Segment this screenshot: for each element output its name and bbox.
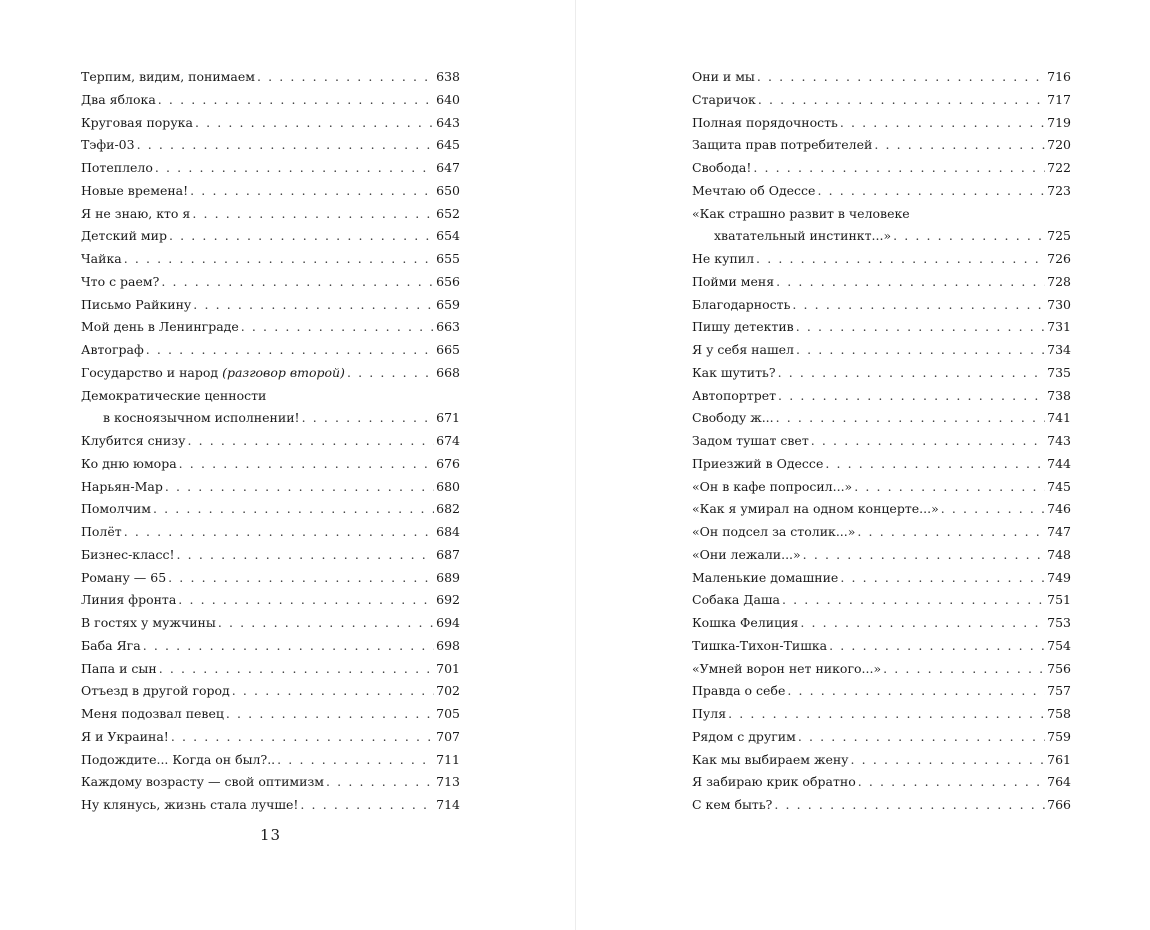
toc-entry-title: Я и Украина! bbox=[81, 728, 169, 744]
toc-entry-page-number: 647 bbox=[436, 160, 460, 175]
toc-entry-page-number: 645 bbox=[436, 137, 460, 153]
toc-entry-page-number: 714 bbox=[436, 797, 460, 812]
toc-entry-title: Нарьян-Мар bbox=[81, 478, 163, 494]
dot-leader bbox=[165, 476, 434, 499]
toc-entry-page-number: 743 bbox=[1047, 433, 1071, 448]
toc-entry-title: Пишу детектив bbox=[692, 319, 794, 335]
dot-leader bbox=[798, 726, 1045, 749]
toc-entry-title: Демократические ценности bbox=[81, 387, 267, 403]
toc-entry-page-number: 719 bbox=[1047, 114, 1071, 130]
toc-entry bbox=[692, 726, 1071, 749]
toc-entry bbox=[81, 476, 460, 499]
toc-entry-page-number: 711 bbox=[436, 751, 460, 767]
toc-entry bbox=[692, 271, 1071, 294]
dot-leader bbox=[277, 749, 434, 772]
toc-entry-title: Не купил bbox=[692, 251, 755, 266]
toc-entry bbox=[81, 794, 460, 817]
toc-entry bbox=[81, 271, 460, 294]
toc-entry bbox=[692, 521, 1071, 544]
dot-leader bbox=[758, 89, 1045, 112]
dot-leader bbox=[177, 544, 435, 567]
dot-leader bbox=[792, 294, 1045, 317]
toc-entry bbox=[692, 771, 1071, 794]
toc-entry bbox=[692, 430, 1071, 453]
dot-leader bbox=[825, 453, 1045, 476]
dot-leader bbox=[796, 339, 1045, 362]
toc-entry-title: С кем быть? bbox=[692, 797, 773, 812]
toc-entry-title: Автограф bbox=[81, 342, 144, 357]
toc-entry-title: Я у себя нашел bbox=[692, 342, 794, 357]
toc-entry-subtitle: (разговор второй) bbox=[222, 364, 345, 380]
dot-leader bbox=[776, 271, 1045, 294]
dot-leader bbox=[124, 248, 434, 271]
toc-entry bbox=[692, 385, 1071, 408]
toc-entry bbox=[692, 203, 1071, 249]
toc-entry-title: Чайка bbox=[81, 251, 122, 266]
dot-leader bbox=[796, 316, 1045, 339]
toc-entry bbox=[692, 339, 1071, 362]
dot-leader bbox=[193, 294, 434, 317]
toc-entry-page-number: 723 bbox=[1047, 182, 1071, 198]
dot-leader bbox=[169, 225, 434, 248]
toc-entry-title: Они и мы bbox=[692, 69, 755, 84]
toc-entry-title: Терпим, видим, понимаем bbox=[81, 69, 255, 84]
toc-entry-page-number: 766 bbox=[1047, 797, 1071, 812]
dot-leader bbox=[192, 203, 434, 226]
dot-leader bbox=[124, 521, 434, 544]
dot-leader bbox=[195, 112, 434, 135]
toc-entry bbox=[81, 498, 460, 521]
toc-entry bbox=[692, 112, 1071, 135]
toc-entry-page-number: 761 bbox=[1047, 751, 1071, 767]
dot-leader bbox=[300, 794, 434, 817]
toc-entry-page-number: 671 bbox=[436, 410, 460, 426]
dot-leader bbox=[241, 316, 434, 339]
dot-leader bbox=[753, 157, 1045, 180]
toc-entry-title: Кошка Фелиция bbox=[692, 615, 799, 630]
toc-entry-title: Свободу ж... bbox=[692, 410, 774, 426]
dot-leader bbox=[218, 612, 434, 635]
toc-entry bbox=[81, 294, 460, 317]
toc-entry bbox=[692, 476, 1071, 499]
toc-entry-page-number: 758 bbox=[1047, 706, 1071, 721]
toc-entry-page-number: 728 bbox=[1047, 273, 1071, 289]
toc-entry bbox=[692, 589, 1071, 612]
toc-entry-page-number: 674 bbox=[436, 433, 460, 448]
toc-entry bbox=[692, 316, 1071, 339]
toc-entry bbox=[81, 749, 460, 772]
toc-entry-title: Тэфи-03 bbox=[81, 137, 135, 153]
toc-entry-page-number: 638 bbox=[436, 69, 460, 84]
dot-leader bbox=[840, 567, 1045, 590]
dot-leader bbox=[190, 180, 434, 203]
toc-entry bbox=[81, 430, 460, 453]
toc-entry-page-number: 684 bbox=[436, 524, 460, 539]
toc-entry-title: Тишка-Тихон-Тишка bbox=[692, 637, 828, 653]
toc-entry-page-number: 725 bbox=[1047, 228, 1071, 244]
toc-entry bbox=[81, 635, 460, 658]
toc-entry-title: Новые времена! bbox=[81, 182, 189, 198]
toc-entry-page-number: 689 bbox=[436, 569, 460, 585]
dot-leader bbox=[302, 407, 435, 430]
toc-entry-title: Маленькие домашние bbox=[692, 569, 839, 585]
toc-entry bbox=[81, 157, 460, 180]
dot-leader bbox=[857, 521, 1045, 544]
toc-entry-page-number: 751 bbox=[1047, 592, 1071, 608]
toc-entry-title: Автопортрет bbox=[692, 387, 777, 403]
toc-entry-title: «Они лежали...» bbox=[692, 546, 801, 562]
toc-entry-page-number: 687 bbox=[436, 546, 460, 562]
dot-leader bbox=[774, 794, 1045, 817]
toc-entry bbox=[81, 703, 460, 726]
toc-entry-page-number: 650 bbox=[436, 182, 460, 198]
dot-leader bbox=[143, 635, 434, 658]
toc-entry-title: Пойми меня bbox=[692, 273, 775, 289]
toc-entry-title: Как шутить? bbox=[692, 364, 776, 380]
toc-entry bbox=[692, 362, 1071, 385]
toc-entry-page-number: 738 bbox=[1047, 387, 1071, 403]
toc-entry bbox=[81, 134, 460, 157]
toc-entry bbox=[692, 544, 1071, 567]
left-page bbox=[81, 66, 460, 817]
dot-leader bbox=[155, 157, 434, 180]
toc-entry-page-number: 764 bbox=[1047, 774, 1071, 790]
dot-leader bbox=[178, 589, 434, 612]
toc-entry-page-number: 655 bbox=[436, 251, 460, 266]
dot-leader bbox=[858, 771, 1045, 794]
toc-entry bbox=[81, 248, 460, 271]
toc-entry-title: Мечтаю об Одессе bbox=[692, 182, 816, 198]
toc-entry bbox=[692, 567, 1071, 590]
toc-entry-title: Роману — 65 bbox=[81, 569, 167, 585]
toc-entry bbox=[692, 89, 1071, 112]
toc-entry-page-number: 734 bbox=[1047, 342, 1071, 357]
dot-leader bbox=[168, 567, 434, 590]
toc-entry-page-number: 716 bbox=[1047, 69, 1071, 84]
toc-entry bbox=[81, 567, 460, 590]
dot-leader bbox=[161, 271, 434, 294]
toc-entry bbox=[81, 521, 460, 544]
toc-entry-title: В гостях у мужчины bbox=[81, 615, 216, 630]
toc-entry-page-number: 701 bbox=[436, 660, 460, 676]
dot-leader bbox=[893, 225, 1045, 248]
dot-leader bbox=[782, 589, 1045, 612]
toc-entry bbox=[81, 66, 460, 89]
toc-entry-page-number: 656 bbox=[436, 273, 460, 289]
dot-leader bbox=[941, 498, 1045, 521]
toc-entry-page-number: 682 bbox=[436, 501, 460, 517]
toc-entry bbox=[692, 749, 1071, 772]
toc-entry-page-number: 717 bbox=[1047, 91, 1071, 107]
dot-leader bbox=[232, 680, 434, 703]
toc-entry bbox=[692, 658, 1071, 681]
toc-entry-page-number: 698 bbox=[436, 637, 460, 653]
toc-entry-page-number: 753 bbox=[1047, 615, 1071, 630]
toc-entry-page-number: 731 bbox=[1047, 319, 1071, 335]
toc-entry-title: «Как я умирал на одном концерте...» bbox=[692, 501, 939, 517]
toc-entry-title: Линия фронта bbox=[81, 592, 177, 608]
toc-entry-page-number: 707 bbox=[436, 728, 460, 744]
toc-entry-title: Старичок bbox=[692, 91, 756, 107]
toc-entry-title: Каждому возрасту — свой оптимизм bbox=[81, 774, 325, 790]
toc-entry-page-number: 744 bbox=[1047, 455, 1071, 471]
toc-entry-title: Задом тушат свет bbox=[692, 433, 809, 448]
toc-entry-page-number: 757 bbox=[1047, 683, 1071, 699]
dot-leader bbox=[326, 771, 434, 794]
toc-entry-page-number: 665 bbox=[436, 342, 460, 357]
toc-entry-title: Защита прав потребителей bbox=[692, 137, 873, 153]
toc-entry-title: Клубится снизу bbox=[81, 433, 186, 448]
dot-leader bbox=[153, 498, 434, 521]
toc-entry-title-continued: в косноязычном исполнении! bbox=[103, 410, 300, 426]
toc-entry-page-number: 720 bbox=[1047, 137, 1071, 153]
dot-leader bbox=[811, 430, 1045, 453]
toc-entry-title: Мой день в Ленинграде bbox=[81, 319, 239, 335]
toc-entry-title: Детский мир bbox=[81, 228, 167, 244]
toc-entry-page-number: 640 bbox=[436, 91, 460, 107]
page-gutter bbox=[575, 0, 576, 930]
toc-entry bbox=[81, 771, 460, 794]
dot-leader bbox=[874, 134, 1045, 157]
dot-leader bbox=[778, 362, 1046, 385]
toc-entry-title: Бизнес-класс! bbox=[81, 546, 175, 562]
toc-entry-page-number: 713 bbox=[436, 774, 460, 790]
toc-entry bbox=[692, 794, 1071, 817]
toc-entry-page-number: 747 bbox=[1047, 524, 1071, 539]
toc-entry bbox=[692, 248, 1071, 271]
toc-entry-title: Пуля bbox=[692, 706, 727, 721]
toc-entry bbox=[81, 316, 460, 339]
toc-entry-page-number: 680 bbox=[436, 478, 460, 494]
dot-leader bbox=[803, 544, 1045, 567]
toc-entry bbox=[692, 453, 1071, 476]
toc-entry bbox=[81, 225, 460, 248]
dot-leader bbox=[817, 180, 1045, 203]
toc-entry-page-number: 705 bbox=[436, 706, 460, 721]
toc-entry-page-number: 748 bbox=[1047, 546, 1071, 562]
toc-entry-title: Полная порядочность bbox=[692, 114, 838, 130]
toc-entry-page-number: 741 bbox=[1047, 410, 1071, 426]
toc-entry bbox=[81, 589, 460, 612]
toc-entry-title: Я забираю крик обратно bbox=[692, 774, 856, 790]
toc-entry bbox=[81, 385, 460, 431]
dot-leader bbox=[756, 248, 1045, 271]
toc-entry-title: Папа и сын bbox=[81, 660, 157, 676]
toc-entry bbox=[692, 66, 1071, 89]
toc-entry-page-number: 652 bbox=[436, 205, 460, 221]
right-page bbox=[692, 66, 1071, 817]
toc-entry-title: Полёт bbox=[81, 524, 122, 539]
toc-entry-title: Я не знаю, кто я bbox=[81, 205, 191, 221]
toc-entry-title: Меня подозвал певец bbox=[81, 706, 224, 721]
toc-entry bbox=[81, 203, 460, 226]
dot-leader bbox=[778, 385, 1045, 408]
toc-entry-title: Собака Даша bbox=[692, 592, 780, 608]
toc-entry-page-number: 726 bbox=[1047, 251, 1071, 266]
toc-entry bbox=[81, 453, 460, 476]
dot-leader bbox=[851, 749, 1046, 772]
toc-entry-title: Ну клянусь, жизнь стала лучше! bbox=[81, 797, 299, 812]
toc-entry-page-number: 754 bbox=[1047, 637, 1071, 653]
toc-entry bbox=[692, 157, 1071, 180]
toc-entry-title: Письмо Райкину bbox=[81, 296, 192, 312]
toc-entry bbox=[692, 407, 1071, 430]
toc-entry-title-continued: хватательный инстинкт...» bbox=[714, 228, 892, 244]
toc-entry-title: Рядом с другим bbox=[692, 728, 796, 744]
dot-leader bbox=[146, 339, 434, 362]
toc-entry-page-number: 745 bbox=[1047, 478, 1071, 494]
table-of-contents-right bbox=[692, 66, 1071, 817]
dot-leader bbox=[883, 658, 1045, 681]
toc-entry-title: Два яблока bbox=[81, 91, 156, 107]
toc-entry bbox=[81, 612, 460, 635]
toc-entry bbox=[81, 726, 460, 749]
toc-entry-title: «Умней ворон нет никого...» bbox=[692, 660, 882, 676]
dot-leader bbox=[757, 66, 1045, 89]
toc-entry-title: Правда о себе bbox=[692, 683, 786, 699]
toc-entry-page-number: 756 bbox=[1047, 660, 1071, 676]
toc-entry-page-number: 730 bbox=[1047, 296, 1071, 312]
toc-entry-title: Ко дню юмора bbox=[81, 455, 177, 471]
toc-entry-title: Государство и народ bbox=[81, 364, 219, 380]
toc-entry bbox=[81, 112, 460, 135]
toc-entry-page-number: 694 bbox=[436, 615, 460, 630]
toc-entry bbox=[81, 680, 460, 703]
toc-entry-title: Приезжий в Одессе bbox=[692, 455, 824, 471]
toc-entry-title: Что с раем? bbox=[81, 273, 160, 289]
toc-entry-page-number: 668 bbox=[436, 364, 460, 380]
toc-entry bbox=[692, 635, 1071, 658]
toc-entry-page-number: 722 bbox=[1047, 160, 1071, 175]
toc-entry-page-number: 702 bbox=[436, 683, 460, 699]
toc-entry bbox=[81, 339, 460, 362]
dot-leader bbox=[226, 703, 434, 726]
toc-entry-title: Баба Яга bbox=[81, 637, 141, 653]
dot-leader bbox=[776, 407, 1046, 430]
dot-leader bbox=[137, 134, 435, 157]
toc-entry-page-number: 759 bbox=[1047, 728, 1071, 744]
toc-entry bbox=[692, 180, 1071, 203]
toc-entry-title: Свобода! bbox=[692, 160, 752, 175]
toc-entry-title: «Он в кафе попросил...» bbox=[692, 478, 853, 494]
dot-leader bbox=[728, 703, 1045, 726]
toc-entry-page-number: 663 bbox=[436, 319, 460, 335]
toc-entry-title: Как мы выбираем жену bbox=[692, 751, 849, 767]
toc-entry-page-number: 643 bbox=[436, 114, 460, 130]
toc-entry-title: «Он подсел за столик...» bbox=[692, 524, 856, 539]
toc-entry bbox=[81, 544, 460, 567]
toc-entry bbox=[81, 180, 460, 203]
toc-entry-title: «Как страшно развит в человеке bbox=[692, 205, 910, 221]
toc-entry-page-number: 746 bbox=[1047, 501, 1071, 517]
dot-leader bbox=[179, 453, 434, 476]
dot-leader bbox=[840, 112, 1045, 135]
toc-entry-title: Благодарность bbox=[692, 296, 791, 312]
dot-leader bbox=[829, 635, 1045, 658]
dot-leader bbox=[257, 66, 434, 89]
page-number: 13 bbox=[259, 826, 282, 844]
dot-leader bbox=[158, 89, 434, 112]
dot-leader bbox=[171, 726, 434, 749]
dot-leader bbox=[854, 476, 1045, 499]
toc-entry bbox=[81, 658, 460, 681]
toc-entry bbox=[692, 498, 1071, 521]
toc-entry bbox=[692, 612, 1071, 635]
toc-entry-title: Потеплело bbox=[81, 160, 153, 175]
dot-leader bbox=[159, 658, 434, 681]
toc-entry-title: Отъезд в другой город bbox=[81, 683, 230, 699]
table-of-contents-left bbox=[81, 66, 460, 817]
toc-entry bbox=[81, 362, 460, 385]
toc-entry-page-number: 659 bbox=[436, 296, 460, 312]
toc-entry-title: Круговая порука bbox=[81, 114, 193, 130]
toc-entry bbox=[692, 680, 1071, 703]
toc-entry-title: Подождите... Когда он был?.. bbox=[81, 751, 276, 767]
toc-entry-page-number: 749 bbox=[1047, 569, 1071, 585]
toc-entry bbox=[692, 294, 1071, 317]
toc-entry-title: Помолчим bbox=[81, 501, 151, 517]
toc-entry bbox=[692, 703, 1071, 726]
dot-leader bbox=[187, 430, 434, 453]
toc-entry bbox=[81, 89, 460, 112]
toc-entry bbox=[692, 134, 1071, 157]
toc-entry-page-number: 676 bbox=[436, 455, 460, 471]
dot-leader bbox=[800, 612, 1045, 635]
dot-leader bbox=[787, 680, 1045, 703]
toc-entry-page-number: 735 bbox=[1047, 364, 1071, 380]
toc-entry-page-number: 654 bbox=[436, 228, 460, 244]
toc-entry-page-number: 692 bbox=[436, 592, 460, 608]
dot-leader bbox=[347, 362, 434, 385]
